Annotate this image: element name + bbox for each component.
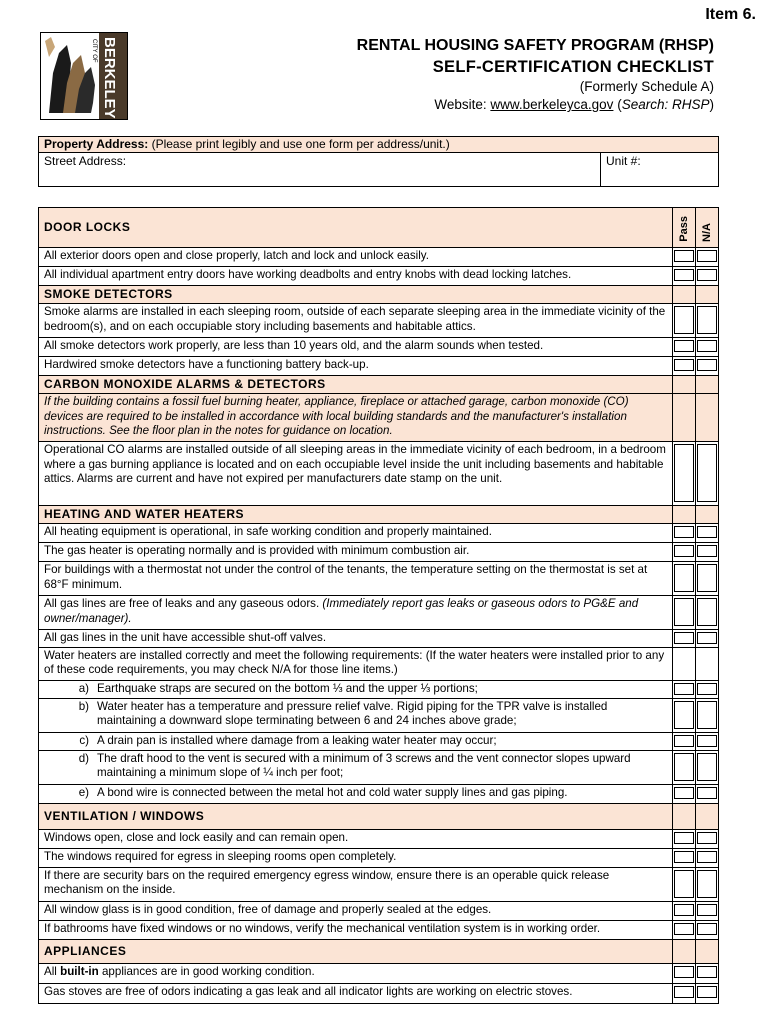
na-checkbox[interactable] (696, 630, 719, 648)
pass-checkbox[interactable] (673, 963, 696, 983)
list-item: If there are security bars on the required emergency egress window, ensure there is an operable quick release mechanism on the inside. (39, 867, 673, 901)
list-item-sub-e: e) A bond wire is connected between the metal hot and cold water supply lines and gas piping. (39, 784, 673, 803)
section-door-locks: DOOR LOCKS (39, 208, 673, 248)
website-search-open: ( (617, 97, 622, 112)
na-checkbox[interactable] (696, 901, 719, 920)
list-item: Smoke alarms are installed in each sleeping room, outside of each separate sleeping area in the immediate vicinity of the bedroom(s), and on each occupiable story including basements and habitable attics. (39, 304, 673, 338)
list-item: Gas stoves are free of odors indicating a gas leak and all indicator lights are working on electric stoves. (39, 983, 673, 1003)
pass-checkbox[interactable] (673, 267, 696, 286)
website-search: Search: RHSP (621, 97, 710, 112)
formerly-note: (Formerly Schedule A) (579, 79, 714, 94)
co-note: If the building contains a fossil fuel burning heater, appliance, fireplace or attached garage, carbon monoxide (CO) devices are required to be installed in accordance with local building standards and the manufacturer's installation instructions. See the floor plan in the notes for guidance on location. (39, 394, 673, 442)
website-search-close: ) (709, 97, 714, 112)
pass-checkbox[interactable] (673, 543, 696, 562)
na-checkbox[interactable] (696, 732, 719, 750)
pass-checkbox[interactable] (673, 524, 696, 543)
na-checkbox[interactable] (696, 524, 719, 543)
pass-checkbox[interactable] (673, 732, 696, 750)
page-title: RENTAL HOUSING SAFETY PROGRAM (RHSP) (356, 37, 714, 54)
na-checkbox[interactable] (696, 562, 719, 596)
section-appliances: APPLIANCES (39, 939, 673, 963)
pass-checkbox[interactable] (673, 829, 696, 848)
list-item: Windows open, close and lock easily and can remain open. (39, 829, 673, 848)
list-item: All exterior doors open and close properly, latch and lock and unlock easily. (39, 248, 673, 267)
website-link[interactable]: www.berkeleyca.gov (490, 97, 614, 112)
na-checkbox[interactable] (696, 750, 719, 784)
pass-checkbox[interactable] (673, 848, 696, 867)
pass-checkbox[interactable] (673, 867, 696, 901)
list-item: All smoke detectors work properly, are less than 10 years old, and the alarm sounds when tested. (39, 338, 673, 357)
na-checkbox[interactable] (696, 698, 719, 732)
logo-big-text: BERKELEY (101, 37, 118, 119)
property-address-box (38, 136, 719, 187)
pass-checkbox[interactable] (673, 248, 696, 267)
section-smoke-detectors: SMOKE DETECTORS (39, 286, 673, 304)
pass-checkbox[interactable] (673, 784, 696, 803)
unit-number-label: Unit #: (606, 154, 641, 168)
list-item-water-heaters: Water heaters are installed correctly and meet the following requirements: (If the water heaters were installed prior to any of these code requirements, you may check N/A for those line items.) (39, 647, 673, 680)
list-item: All individual apartment entry doors have working deadbolts and entry knobs with dead locking latches. (39, 267, 673, 286)
pass-checkbox[interactable] (673, 750, 696, 784)
city-of-berkeley-logo (40, 32, 128, 120)
pass-checkbox[interactable] (673, 698, 696, 732)
pass-checkbox[interactable] (673, 338, 696, 357)
pass-checkbox[interactable] (673, 562, 696, 596)
pass-checkbox[interactable] (673, 901, 696, 920)
list-item: All window glass is in good condition, free of damage and properly sealed at the edges. (39, 901, 673, 920)
website-line (357, 96, 714, 114)
na-checkbox[interactable] (696, 596, 719, 630)
pass-checkbox[interactable] (673, 357, 696, 376)
na-checkbox[interactable] (696, 680, 719, 698)
na-checkbox[interactable] (696, 357, 719, 376)
list-item: If bathrooms have fixed windows or no windows, verify the mechanical ventilation system is in working order. (39, 920, 673, 939)
list-item: The gas heater is operating normally and is provided with minimum combustion air. (39, 543, 673, 562)
section-carbon-monoxide: CARBON MONOXIDE ALARMS & DETECTORS (39, 376, 673, 394)
na-checkbox[interactable] (696, 442, 719, 506)
na-checkbox[interactable] (696, 867, 719, 901)
list-item: Operational CO alarms are installed outside of all sleeping areas in the immediate vicinity of each bedroom, in a bedroom where a gas burning appliance is located and on each occupiable level inside the unit including basements and habitable attics. Alarms are current and have not expired per manufacturers date stamp on the unit. (39, 442, 673, 506)
list-item-gas-leaks (39, 596, 673, 630)
street-address-label: Street Address: (44, 154, 127, 168)
pass-column-header: Pass (673, 208, 696, 248)
property-address-label: Property Address: (44, 137, 149, 151)
website-prefix: Website: (434, 97, 487, 112)
na-column-header: N/A (696, 208, 719, 248)
na-checkbox[interactable] (696, 543, 719, 562)
pass-checkbox[interactable] (673, 920, 696, 939)
na-checkbox[interactable] (696, 848, 719, 867)
pass-checkbox[interactable] (673, 680, 696, 698)
page-subtitle: SELF-CERTIFICATION CHECKLIST (432, 58, 714, 76)
na-checkbox[interactable] (696, 920, 719, 939)
pass-checkbox[interactable] (673, 983, 696, 1003)
list-item: The windows required for egress in sleeping rooms open completely. (39, 848, 673, 867)
list-item-sub-b: b) Water heater has a temperature and pressure relief valve. Rigid piping for the TPR valve is installed maintaining a downward slope terminating between 6 and 24 inches above grade; (39, 698, 673, 732)
na-checkbox[interactable] (696, 784, 719, 803)
section-heating: HEATING AND WATER HEATERS (39, 506, 673, 524)
checklist-table (38, 207, 719, 1004)
unit-number-field[interactable] (601, 153, 718, 186)
logo-small-text: CITY OF (91, 39, 97, 63)
property-address-instruction: (Please print legibly and use one form per address/unit.) (151, 137, 450, 151)
list-item: For buildings with a thermostat not under the control of the tenants, the temperature setting on the thermostat is set at 68°F minimum. (39, 562, 673, 596)
gas-leak-warning: (Immediately report gas leaks or gaseous odors to PG&E and owner/manager). (44, 597, 639, 625)
na-checkbox[interactable] (696, 267, 719, 286)
list-item: All heating equipment is operational, in safe working condition and properly maintained. (39, 524, 673, 543)
na-checkbox[interactable] (696, 963, 719, 983)
list-item: Hardwired smoke detectors have a functioning battery back-up. (39, 357, 673, 376)
section-ventilation: VENTILATION / WINDOWS (39, 803, 673, 829)
list-item-sub-d: d) The draft hood to the vent is secured with a minimum of 3 screws and the vent connector slopes upward maintaining a minimum slope of ¼ inch per foot; (39, 750, 673, 784)
list-item-sub-a: a) Earthquake straps are secured on the bottom ⅓ and the upper ⅓ portions; (39, 680, 673, 698)
na-checkbox[interactable] (696, 983, 719, 1003)
pass-checkbox[interactable] (673, 630, 696, 648)
list-item: All gas lines in the unit have accessible shut-off valves. (39, 630, 673, 648)
list-item-built-in: All built-in appliances are in good working condition. (39, 963, 673, 983)
street-address-field[interactable] (39, 153, 601, 186)
header-title-block (357, 36, 714, 114)
na-checkbox[interactable] (696, 338, 719, 357)
na-checkbox[interactable] (696, 829, 719, 848)
na-checkbox[interactable] (696, 248, 719, 267)
na-checkbox[interactable] (696, 304, 719, 338)
item-number: Item 6. (705, 6, 756, 23)
pass-checkbox[interactable] (673, 304, 696, 338)
pass-checkbox[interactable] (673, 442, 696, 506)
pass-checkbox[interactable] (673, 596, 696, 630)
gas-leak-text: All gas lines are free of leaks and any gaseous odors. (44, 597, 323, 610)
property-address-header (39, 137, 718, 153)
list-item-sub-c: c) A drain pan is installed where damage from a leaking water heater may occur; (39, 732, 673, 750)
